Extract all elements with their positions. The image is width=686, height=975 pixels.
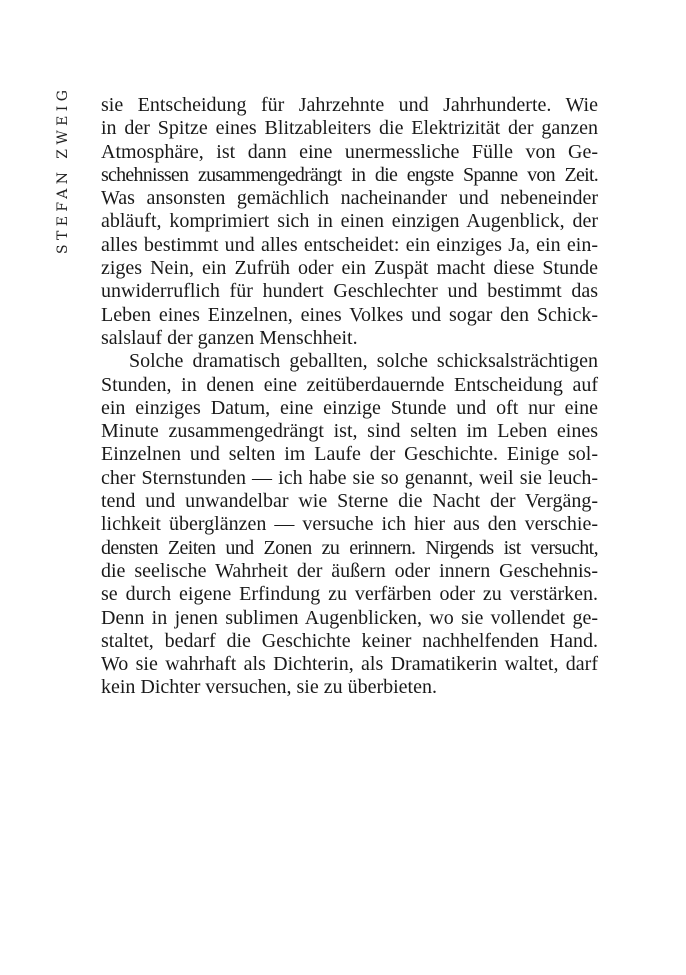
text-line: schehnissen zusammengedrängt in die engste Spanne von Zeit.	[101, 163, 598, 186]
text-line: staltet, bedarf die Geschichte keiner nachhelfenden Hand.	[101, 629, 598, 652]
text-line: salslauf der ganzen Menschheit.	[101, 326, 358, 349]
text-line: ein einziges Datum, eine einzige Stunde und oft nur eine	[101, 396, 598, 419]
text-line: cher Sternstunden — ich habe sie so genannt, weil sie leuch-	[101, 466, 598, 489]
text-line: abläuft, komprimiert sich in einen einzigen Augenblick, der	[101, 210, 598, 233]
text-line: densten Zeiten und Zonen zu erinnern. Nirgends ist versucht,	[101, 536, 598, 559]
text-line: unwiderruflich für hundert Geschlechter und bestimmt das	[101, 280, 598, 303]
text-line: Solche dramatisch geballten, solche schicksalsträchtigen	[129, 350, 598, 373]
text-line: Minute zusammengedrängt ist, sind selten im Leben eines	[101, 420, 598, 443]
text-line: kein Dichter versuchen, sie zu überbieten.	[101, 676, 437, 699]
text-line: Was ansonsten gemächlich nacheinander und nebeneinder	[101, 187, 598, 210]
running-head-author: STEFAN ZWEIG	[55, 85, 71, 254]
text-line: tend und unwandelbar wie Sterne die Nacht der Vergäng-	[101, 490, 598, 513]
text-line: Leben eines Einzelnen, eines Volkes und sogar den Schick-	[101, 303, 598, 326]
text-line: Wo sie wahrhaft als Dichterin, als Dramatikerin waltet, darf	[101, 653, 598, 676]
text-line: Denn in jenen sublimen Augenblicken, wo sie vollendet ge-	[101, 606, 598, 629]
paragraph-2	[101, 350, 598, 699]
text-line: ziges Nein, ein Zufrüh oder ein Zuspät macht diese Stunde	[101, 257, 598, 280]
text-line: se durch eigene Erfindung zu verfärben oder zu verstärken.	[101, 583, 598, 606]
text-line: die seelische Wahrheit der äußern oder innern Geschehnis-	[101, 559, 598, 582]
text-line: lichkeit überglänzen — versuche ich hier aus den verschie-	[101, 513, 598, 536]
text-line: Atmosphäre, ist dann eine unermessliche Fülle von Ge-	[101, 140, 598, 163]
text-line: sie Entscheidung für Jahrzehnte und Jahrhunderte. Wie	[101, 94, 598, 116]
text-line: Stunden, in denen eine zeitüberdauernde Entscheidung auf	[101, 373, 598, 396]
body-text	[101, 94, 598, 700]
text-line: in der Spitze eines Blitzableiters die Elektrizität der ganzen	[101, 117, 598, 140]
paragraph-1	[101, 94, 598, 350]
text-line: alles bestimmt und alles entscheidet: ein einziges Ja, ein ein-	[101, 233, 598, 256]
text-line: Einzelnen und selten im Laufe der Geschichte. Einige sol-	[101, 443, 598, 466]
